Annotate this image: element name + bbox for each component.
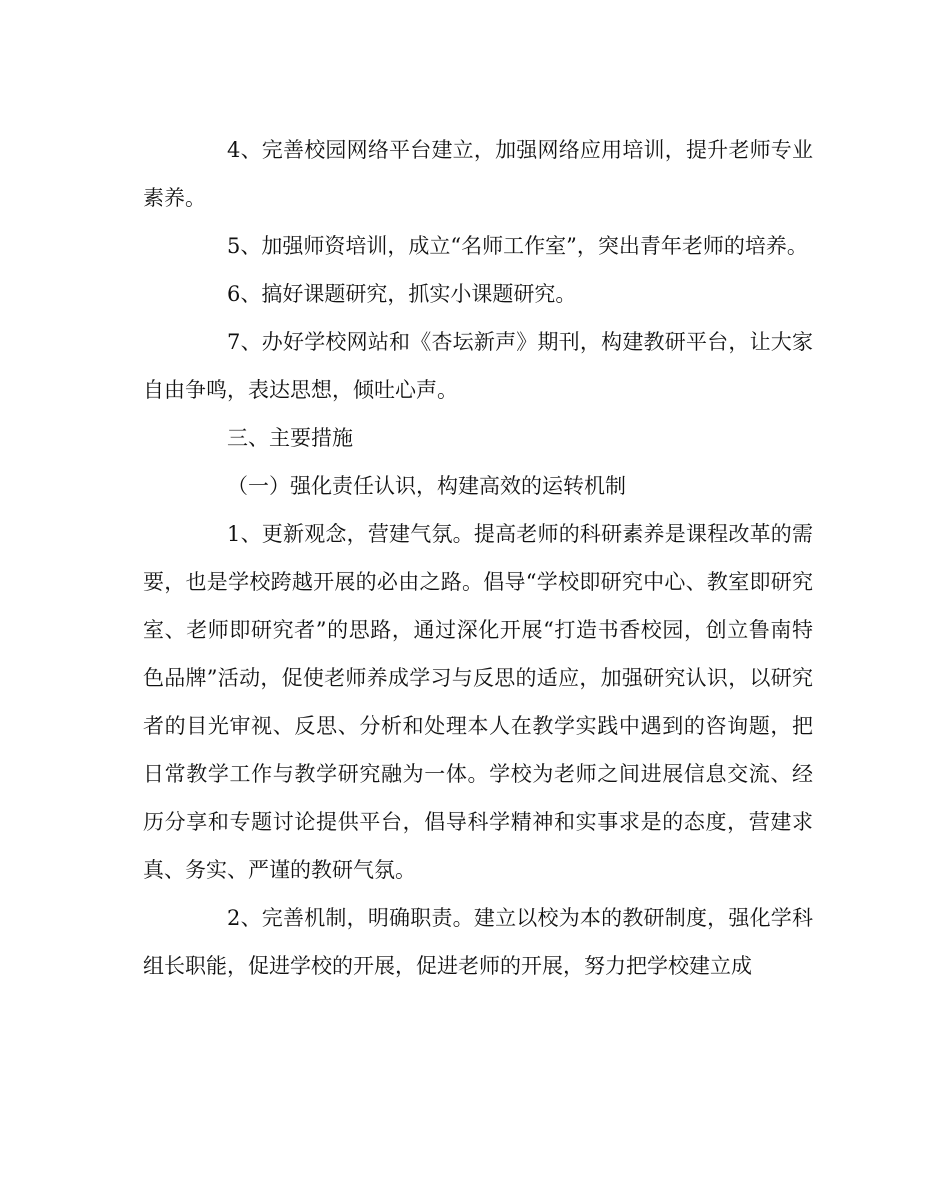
document-body	[143, 126, 813, 990]
paragraph-item-7: 7、办好学校网站和《杏坛新声》期刊，构建教研平台，让大家自由争鸣，表达思想，倾吐心声。	[143, 330, 813, 402]
paragraph-item-6: 6、搞好课题研究，抓实小课题研究。	[227, 282, 577, 306]
measure-paragraph-2: 2、完善机制，明确职责。建立以校为本的教研制度，强化学科组长职能，促进学校的开展，促进老师的开展，努力把学校建立成	[143, 906, 813, 978]
paragraph-item-4: 4、完善校园网络平台建立，加强网络应用培训，提升老师专业素养。	[143, 138, 813, 210]
subsection-heading-1: （一）强化责任认识，构建高效的运转机制	[227, 474, 626, 498]
measure-paragraph-1: 1、更新观念，营建气氛。提高老师的科研素养是课程改革的需要，也是学校跨越开展的必由之路。倡导“学校即研究中心、教室即研究室、老师即研究者”的思路，通过深化开展“打造书香校园，创立鲁南特色品牌”活动，促使老师养成学习与反思的适应，加强研究认识，以研究者的目光审视、反思、分析和处理本人在教学实践中遇到的咨询题，把日常教学工作与教学研究融为一体。学校为老师之间进展信息交流、经历分享和专题讨论提供平台，倡导科学精神和实事求是的态度，营建求真、务实、严谨的教研气氛。	[143, 522, 813, 882]
paragraph-item-5: 5、加强师资培训，成立“名师工作室”，突出青年老师的培养。	[227, 234, 808, 258]
section-heading-main-measures: 三、主要措施	[227, 426, 353, 450]
